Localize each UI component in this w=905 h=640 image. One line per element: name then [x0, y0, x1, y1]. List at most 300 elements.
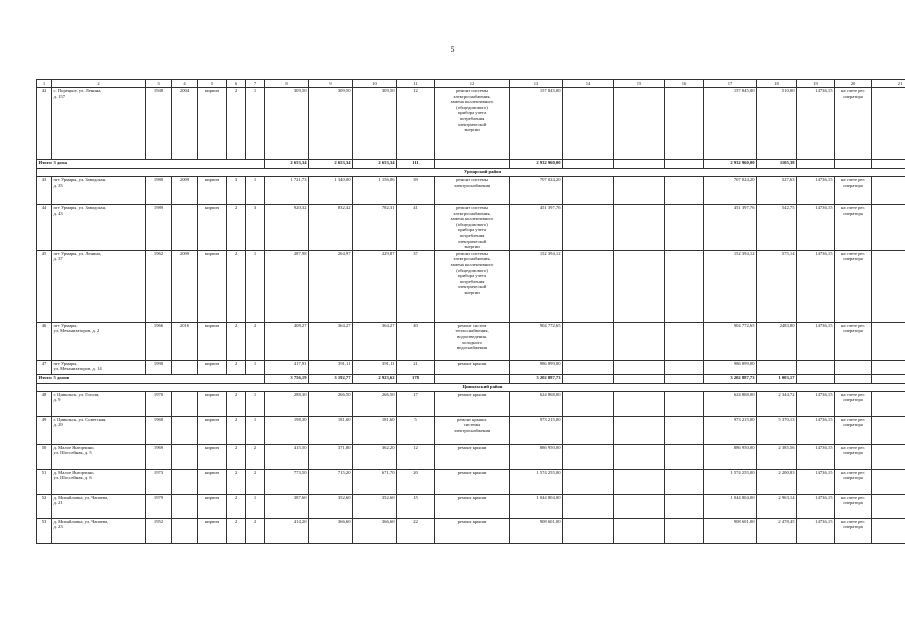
table-cell: кирпич — [198, 469, 227, 494]
table-cell: 152 394,12 — [510, 250, 563, 322]
total-cell: 3 202 887,73 — [704, 374, 757, 383]
table-cell: 3 — [227, 177, 246, 205]
table-cell: 1962 — [146, 250, 172, 322]
table-cell: 364,27 — [309, 322, 353, 360]
total-cell — [835, 374, 872, 383]
table-cell: 2 — [246, 469, 265, 494]
total-cell: 3 192,77 — [309, 374, 353, 383]
table-cell: ремонт крыши, системы электроснабжения — [435, 416, 510, 444]
table-cell: 41 — [397, 205, 435, 251]
column-number: 17 — [704, 80, 757, 88]
table-cell: с. Порецкое, ул. Ленина, д. 157 — [52, 88, 146, 160]
table-cell: 2009 — [172, 177, 198, 205]
table-cell: 22 — [397, 518, 435, 543]
column-number: 14 — [563, 80, 614, 88]
table-cell: 1980 — [146, 177, 172, 205]
table-cell: 2 478,45 — [757, 518, 797, 543]
table-cell: ремонт крыши — [435, 518, 510, 543]
table-cell: 2 — [246, 322, 265, 360]
table-cell: 5 — [397, 416, 435, 444]
table-cell: 1 — [246, 88, 265, 160]
table-cell: 48 — [37, 391, 52, 416]
table-cell — [665, 177, 704, 205]
table-cell: 157 845,00 — [510, 88, 563, 160]
column-number: 1 — [37, 80, 52, 88]
total-label: Итого: 5 домов — [37, 374, 265, 383]
table-cell: 14736,15 — [797, 322, 835, 360]
table-cell: 773,50 — [265, 469, 309, 494]
table-row — [37, 444, 905, 469]
total-cell — [835, 160, 872, 169]
table-cell: 39 — [397, 177, 435, 205]
table-cell: кирпич — [198, 205, 227, 251]
table-cell — [614, 416, 665, 444]
table-cell — [665, 518, 704, 543]
table-cell: 42 — [37, 88, 52, 160]
table-cell: 391,11 — [309, 360, 353, 374]
table-cell — [665, 88, 704, 160]
total-cell: 1 003,17 — [757, 374, 797, 383]
table-cell: 973 215,00 — [704, 416, 757, 444]
table-cell: 5 370,13 — [757, 416, 797, 444]
table-cell — [797, 360, 835, 374]
total-cell: 111 — [397, 160, 435, 169]
table-cell: 973 215,00 — [510, 416, 563, 444]
table-cell: 52 — [37, 494, 52, 518]
table-cell — [665, 416, 704, 444]
table-cell: 451 397,76 — [510, 205, 563, 251]
table-cell: 451 397,76 — [704, 205, 757, 251]
table-cell: 2004 — [172, 88, 198, 160]
table-cell: 14736,15 — [797, 250, 835, 322]
table-cell — [872, 469, 905, 494]
table-cell — [614, 88, 665, 160]
table-cell: 391,11 — [353, 360, 397, 374]
table-cell: 15 — [397, 494, 435, 518]
table-cell: кирпич — [198, 322, 227, 360]
table-cell: ремонт крыши — [435, 469, 510, 494]
table-cell: 43 — [37, 177, 52, 205]
column-number: 9 — [309, 80, 353, 88]
table-cell — [614, 177, 665, 205]
table-cell: 37 — [397, 250, 435, 322]
table-cell: на счете рег. оператора — [835, 322, 872, 360]
table-cell: 920,32 — [265, 205, 309, 251]
table-cell: 2 — [227, 518, 246, 543]
table-cell: 1 — [246, 494, 265, 518]
total-cell — [872, 160, 905, 169]
table-cell: ремонт крыши — [435, 360, 510, 374]
district-heading-row — [37, 169, 905, 177]
table-cell: 387,60 — [265, 494, 309, 518]
table-cell: 17 — [397, 391, 435, 416]
table-cell: 908 601,00 — [510, 518, 563, 543]
capital-repair-table — [36, 79, 905, 544]
table-cell: на счете рег. оператора — [835, 518, 872, 543]
total-cell — [435, 160, 510, 169]
table-cell: кирпич — [198, 88, 227, 160]
table-cell: 575,14 — [757, 250, 797, 322]
table-cell: д. Михайловка, ул. Чапаева, д. 21 — [52, 494, 146, 518]
table-cell — [172, 469, 198, 494]
table-cell — [665, 360, 704, 374]
table-cell: 1969 — [146, 444, 172, 469]
table-cell — [872, 250, 905, 322]
column-number: 4 — [172, 80, 198, 88]
table-cell — [563, 322, 614, 360]
table-cell: 287,98 — [265, 250, 309, 322]
total-cell — [797, 374, 835, 383]
table-cell: 364,27 — [353, 322, 397, 360]
table-cell — [614, 444, 665, 469]
table-cell: 414,20 — [265, 518, 309, 543]
table-cell: 14736,15 — [797, 518, 835, 543]
total-cell: 1105,38 — [757, 160, 797, 169]
table-cell: 14736,15 — [797, 391, 835, 416]
table-cell: ремонт системы электроснабжения, замена коллективного (общедомового) прибора учета потребления электрической энергии — [435, 88, 510, 160]
table-cell: ремонт системы электроснабжения, замена коллективного (общедомового) прибора учета потребления электрической энергии — [435, 205, 510, 251]
table-cell: 53 — [37, 518, 52, 543]
total-cell: 2 653,34 — [265, 160, 309, 169]
table-cell: кирпич — [198, 360, 227, 374]
table-cell: на счете рег. оператора — [835, 469, 872, 494]
table-cell — [614, 360, 665, 374]
table-cell: 886 950,00 — [704, 444, 757, 469]
table-cell: 2 — [227, 391, 246, 416]
table-cell: 47 — [37, 360, 52, 374]
table-cell: кирпич — [198, 250, 227, 322]
table-cell: пгт Урмары, ул. Заводская, д. 35 — [52, 177, 146, 205]
column-number: 6 — [227, 80, 246, 88]
total-cell — [665, 374, 704, 383]
table-cell: 2 — [227, 469, 246, 494]
table-cell — [563, 494, 614, 518]
column-number-header — [37, 80, 905, 88]
table-cell: на счете рег. оператора — [835, 494, 872, 518]
table-cell: 181,60 — [309, 416, 353, 444]
table-cell: 1968 — [146, 416, 172, 444]
table-row — [37, 322, 905, 360]
column-number: 7 — [246, 80, 265, 88]
table-cell: 45 — [37, 250, 52, 322]
table-cell: 527,63 — [757, 177, 797, 205]
column-number: 3 — [146, 80, 172, 88]
table-cell — [872, 177, 905, 205]
table-cell: д. Михайловка, ул. Чапаева, д. 23 — [52, 518, 146, 543]
table-cell — [563, 518, 614, 543]
table-cell: 1 — [246, 391, 265, 416]
table-cell: 715,20 — [309, 469, 353, 494]
table-cell: 2016 — [172, 322, 198, 360]
table-cell: на счете рег. оператора — [835, 391, 872, 416]
table-cell — [665, 469, 704, 494]
table-cell: 14736,15 — [797, 494, 835, 518]
table-cell: ремонт крыши — [435, 391, 510, 416]
table-cell: 2 — [246, 444, 265, 469]
table-cell: 782,31 — [353, 205, 397, 251]
table-cell: 2 200,83 — [757, 469, 797, 494]
table-cell: 371,80 — [309, 444, 353, 469]
table-cell: 986 899,00 — [704, 360, 757, 374]
table-cell: пгт Урмары, ул. Ленина, д. 37 — [52, 250, 146, 322]
table-cell: 2 — [227, 322, 246, 360]
table-cell — [872, 88, 905, 160]
table-cell: 14736,15 — [797, 416, 835, 444]
table-cell: 309,50 — [309, 88, 353, 160]
table-cell: 288,30 — [265, 391, 309, 416]
table-cell: 3 — [246, 205, 265, 251]
table-cell — [872, 518, 905, 543]
table-cell: 309,50 — [353, 88, 397, 160]
table-cell: 1952 — [146, 518, 172, 543]
table-cell: г. Цивильск, ул. Гоголя, д. 9 — [52, 391, 146, 416]
table-cell: ремонт системы электроснабжения, замена коллективного (общедомового) прибора учета потребления электрической энергии — [435, 250, 510, 322]
column-number: 10 — [353, 80, 397, 88]
table-cell: 21 — [397, 360, 435, 374]
table-cell — [665, 494, 704, 518]
table-cell: 707 024,20 — [704, 177, 757, 205]
table-cell: 14736,15 — [797, 205, 835, 251]
table-cell — [614, 250, 665, 322]
total-cell: 2 653,34 — [309, 160, 353, 169]
table-cell: на счете рег. оператора — [835, 177, 872, 205]
table-cell: 2483,80 — [757, 322, 797, 360]
table-cell: 904 772,65 — [510, 322, 563, 360]
column-number: 13 — [510, 80, 563, 88]
table-cell: ремонт системы электроснабжения — [435, 177, 510, 205]
table-cell — [172, 444, 198, 469]
table-row — [37, 391, 905, 416]
table-cell: 152 394,12 — [704, 250, 757, 322]
table-cell: на счете рег. оператора — [835, 88, 872, 160]
table-cell — [872, 322, 905, 360]
table-cell: 1979 — [146, 494, 172, 518]
table-cell: 2 344,72 — [757, 391, 797, 416]
table-row — [37, 494, 905, 518]
total-row — [37, 374, 905, 383]
table-cell: 415,50 — [265, 444, 309, 469]
table-cell — [563, 391, 614, 416]
table-cell — [835, 360, 872, 374]
total-cell: 2 923,62 — [353, 374, 397, 383]
total-cell — [435, 374, 510, 383]
column-number: 11 — [397, 80, 435, 88]
total-cell — [797, 160, 835, 169]
table-cell: 510,00 — [757, 88, 797, 160]
table-cell — [614, 518, 665, 543]
table-cell — [872, 416, 905, 444]
table-cell: д. Малое Янгорчино, ул. Шоссейная, д. 5 — [52, 444, 146, 469]
total-row — [37, 160, 905, 169]
table-cell: 1 — [246, 250, 265, 322]
table-cell: кирпич — [198, 518, 227, 543]
total-cell: 178 — [397, 374, 435, 383]
table-cell: кирпич — [198, 444, 227, 469]
total-cell — [614, 374, 665, 383]
table-cell: 1 — [246, 416, 265, 444]
table-cell: 542,75 — [757, 205, 797, 251]
table-cell: 1 574 255,00 — [704, 469, 757, 494]
table-cell: 1990 — [146, 360, 172, 374]
table-cell: пгт Урмары, ул. Механизаторов, д. 2 — [52, 322, 146, 360]
table-cell: 2 — [227, 416, 246, 444]
table-cell: 1989 — [146, 205, 172, 251]
total-cell — [872, 374, 905, 383]
table-cell: 14736,15 — [797, 177, 835, 205]
table-cell: 2 385,56 — [757, 444, 797, 469]
table-cell: 266,50 — [309, 391, 353, 416]
table-cell: 2009 — [172, 250, 198, 322]
table-cell — [665, 391, 704, 416]
table-cell: 1 044 804,00 — [704, 494, 757, 518]
table-cell: 1 156,06 — [353, 177, 397, 205]
table-cell: 181,60 — [353, 416, 397, 444]
table-cell: 908 601,00 — [704, 518, 757, 543]
table-cell: 14736,15 — [797, 444, 835, 469]
table-cell: 14736,15 — [797, 88, 835, 160]
table-cell: 2 — [227, 88, 246, 160]
table-cell: 1948 — [146, 88, 172, 160]
table-cell: 12 — [397, 444, 435, 469]
table-cell: на счете рег. оператора — [835, 416, 872, 444]
table-cell: пгт Урмары, ул. Механизаторов, д. 14 — [52, 360, 146, 374]
table-cell: 14736,15 — [797, 469, 835, 494]
table-cell: 1 721,73 — [265, 177, 309, 205]
table-row — [37, 250, 905, 322]
table-cell — [665, 250, 704, 322]
table-cell — [872, 391, 905, 416]
table-cell: 50 — [37, 444, 52, 469]
table-cell: 832,42 — [309, 205, 353, 251]
table-cell — [872, 444, 905, 469]
column-number: 20 — [835, 80, 872, 88]
table-cell: 2 — [227, 360, 246, 374]
table-cell: д. Малое Янгорчино, ул. Шоссейная, д. 6 — [52, 469, 146, 494]
table-cell: 198,30 — [265, 416, 309, 444]
table-cell: кирпич — [198, 494, 227, 518]
table-cell — [665, 205, 704, 251]
table-cell: 366,60 — [309, 518, 353, 543]
table-cell: на счете рег. оператора — [835, 205, 872, 251]
column-number: 15 — [614, 80, 665, 88]
table-cell — [563, 205, 614, 251]
total-cell — [563, 374, 614, 383]
table-cell — [172, 205, 198, 251]
district-heading-row — [37, 383, 905, 391]
table-row — [37, 88, 905, 160]
table-cell — [665, 322, 704, 360]
table-cell: 366,60 — [353, 518, 397, 543]
district-name: Цивильский район — [37, 383, 905, 391]
table-cell — [563, 88, 614, 160]
table-cell: 886 950,00 — [510, 444, 563, 469]
table-cell: г. Цивильск, ул. Советская, д. 29 — [52, 416, 146, 444]
column-number: 5 — [198, 80, 227, 88]
table-cell — [614, 494, 665, 518]
table-cell — [172, 518, 198, 543]
total-cell: 2 932 960,00 — [704, 160, 757, 169]
table-cell: 20 — [397, 469, 435, 494]
table-cell: 417,91 — [265, 360, 309, 374]
table-cell — [872, 205, 905, 251]
table-cell: 408,27 — [265, 322, 309, 360]
table-cell: 1 574 255,00 — [510, 469, 563, 494]
table-cell: 1973 — [146, 469, 172, 494]
table-cell: 2 — [227, 444, 246, 469]
table-cell — [563, 360, 614, 374]
table-cell: 157 845,00 — [704, 88, 757, 160]
table-cell: 44 — [37, 205, 52, 251]
column-number: 16 — [665, 80, 704, 88]
table-cell: 624 868,00 — [510, 391, 563, 416]
table-cell — [872, 360, 905, 374]
table-cell: 46 — [37, 322, 52, 360]
table-cell: 671,70 — [353, 469, 397, 494]
table-cell: 51 — [37, 469, 52, 494]
table-cell: кирпич — [198, 177, 227, 205]
total-cell — [665, 160, 704, 169]
table-cell: 1966 — [146, 322, 172, 360]
total-cell — [563, 160, 614, 169]
table-cell — [172, 391, 198, 416]
table-cell: 2 — [227, 494, 246, 518]
table-cell: 2 — [227, 250, 246, 322]
table-cell — [563, 177, 614, 205]
table-cell: 362,20 — [353, 444, 397, 469]
table-cell: 1970 — [146, 391, 172, 416]
table-cell — [563, 250, 614, 322]
table-cell: 12 — [397, 88, 435, 160]
column-number: 2 — [52, 80, 146, 88]
table-cell: 1 — [246, 360, 265, 374]
table-cell: 986 899,00 — [510, 360, 563, 374]
table-row — [37, 518, 905, 543]
table-cell: 2 963,14 — [757, 494, 797, 518]
table-cell: 2 — [246, 518, 265, 543]
total-cell: 2 653,34 — [353, 160, 397, 169]
total-cell: 3 756,19 — [265, 374, 309, 383]
table-cell — [563, 469, 614, 494]
table-cell — [172, 494, 198, 518]
table-cell: кирпич — [198, 416, 227, 444]
table-cell: 1 340,00 — [309, 177, 353, 205]
table-cell: 49 — [37, 416, 52, 444]
column-number: 12 — [435, 80, 510, 88]
table-cell: пгт Урмары, ул. Заводская, д. 43 — [52, 205, 146, 251]
table-cell: ремонт крыши — [435, 494, 510, 518]
table-cell — [172, 416, 198, 444]
table-cell — [172, 360, 198, 374]
table-cell — [563, 416, 614, 444]
table-cell: кирпич — [198, 391, 227, 416]
total-cell: 2 932 960,00 — [510, 160, 563, 169]
table-cell: 264,97 — [309, 250, 353, 322]
table-cell: на счете рег. оператора — [835, 444, 872, 469]
table-cell: 266,50 — [353, 391, 397, 416]
table-cell — [563, 444, 614, 469]
table-cell: 624 868,00 — [704, 391, 757, 416]
table-cell: 229,87 — [353, 250, 397, 322]
page-number: 5 — [450, 45, 455, 54]
table-cell: 309,50 — [265, 88, 309, 160]
table-cell: 1 — [246, 177, 265, 205]
total-cell: 3 202 887,73 — [510, 374, 563, 383]
table-cell: 904 772,65 — [704, 322, 757, 360]
table-cell — [614, 322, 665, 360]
table-cell: 352,60 — [353, 494, 397, 518]
table-cell — [665, 444, 704, 469]
table-cell: 2 — [227, 205, 246, 251]
